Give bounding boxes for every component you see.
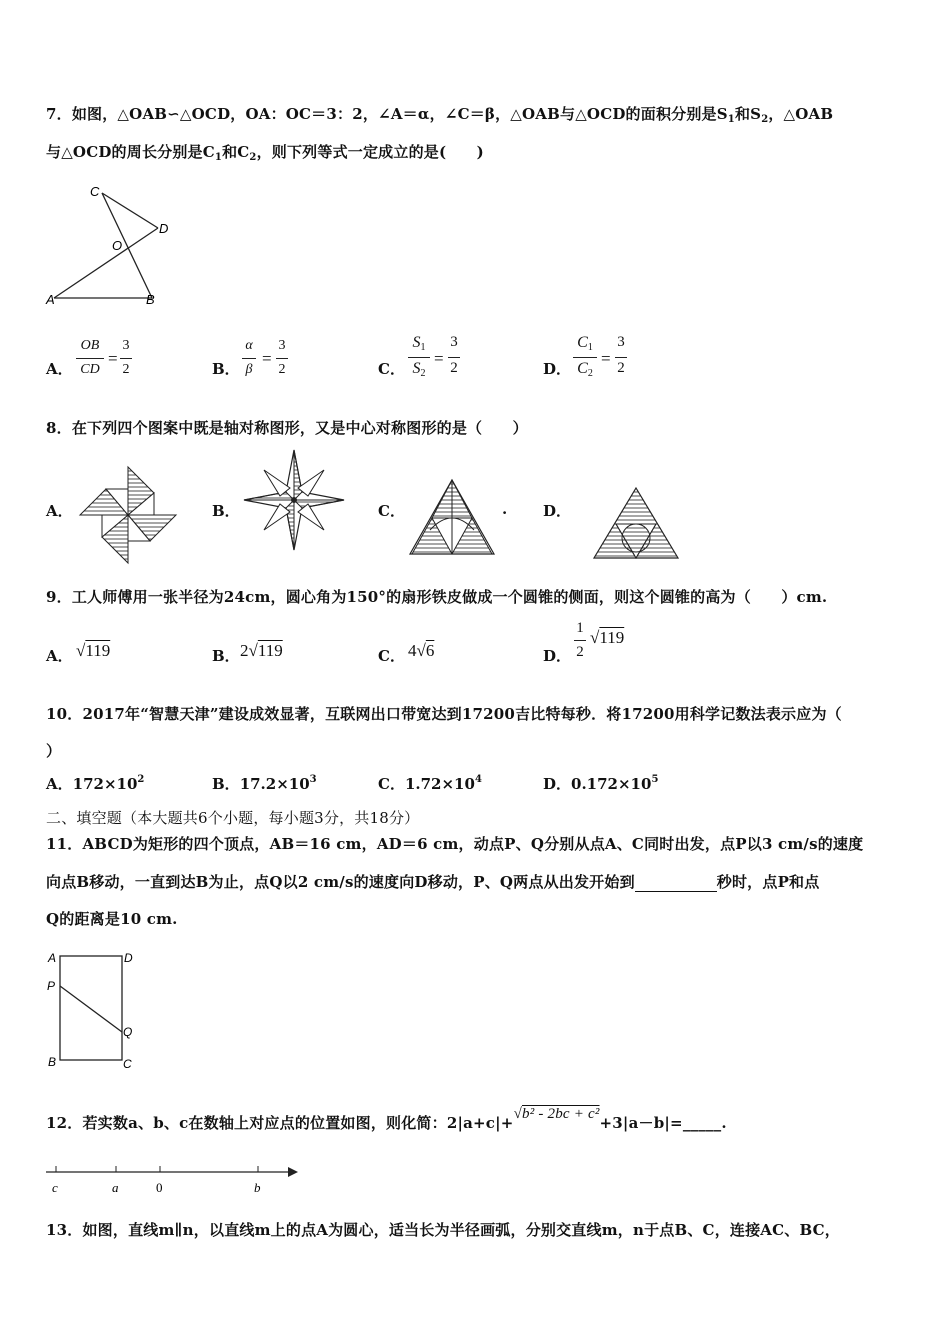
q8-figure-b-star — [240, 448, 348, 554]
q11-answer-blank[interactable] — [635, 873, 717, 892]
q7-label-D: D — [159, 221, 169, 236]
q8-dot: . — [502, 500, 508, 518]
q7-label-O: O — [112, 238, 123, 253]
q8-option-c-letter[interactable]: C． — [378, 502, 405, 520]
q7-option-d-frac: $C_1$ $C_2$ — [573, 334, 597, 382]
q7-label-A: A — [46, 292, 55, 307]
q9-option-a-letter[interactable]: A． — [46, 647, 73, 665]
q10-option-d[interactable]: D．$0.172\times 10^5$ — [543, 774, 659, 793]
q8-option-b-letter[interactable]: B． — [212, 502, 240, 520]
q10-option-c[interactable]: C．$1.72\times 10^4$ — [378, 774, 482, 793]
q8-stem: 8．在下列四个图案中既是轴对称图形，又是中心对称图形的是（ ） — [46, 419, 528, 437]
q7-option-a-ratio: 3 2 — [120, 338, 132, 382]
q9-option-d-frac: 1 2 — [574, 620, 586, 664]
q7-stem-line2: 与△OCD的周长分别是$C_1$和$C_2$，则下列等式一定成立的是( ) — [46, 143, 484, 163]
q9-option-a-value: √119 — [76, 641, 111, 660]
q7-option-b-frac: α β — [242, 338, 256, 382]
q7-option-d-eq: = — [601, 349, 611, 368]
q11-stem-line1: 11．ABCD为矩形的四个顶点，AB＝16 cm，AD＝6 cm，动点P、Q分别从点A、C同时出发，点P以3 cm/s的速度 — [46, 835, 864, 853]
q11-stem-line3: Q的距离是10 cm. — [46, 910, 178, 928]
q10-option-a[interactable]: A．$172\times 10^2$ — [46, 774, 145, 793]
q7-option-a-letter[interactable]: A． — [46, 360, 73, 378]
q7-option-c-ratio: 3 2 — [448, 334, 460, 382]
q7-option-c-letter[interactable]: C． — [378, 360, 405, 378]
q11-label-A: A — [48, 951, 57, 965]
q11-stem-line2: 向点B移动，一直到达B为止，点Q以2 cm/s的速度向D移动，P、Q两点从出发开始到 秒时，点P和点 — [46, 873, 820, 891]
q12-axis-label-0: 0 — [156, 1180, 163, 1195]
q11-label-D: D — [124, 951, 133, 965]
q7-option-b-letter[interactable]: B． — [212, 360, 240, 378]
q11-figure — [44, 946, 144, 1072]
q12-radical: b² - 2bc + c² — [522, 1106, 600, 1122]
q12-stem: 12．若实数a、b、c在数轴上对应点的位置如图，则化简：2|a+c|+√b² - 2bc + c²+3|a－b|=_____. — [46, 1106, 727, 1132]
q8-figure-a-pinwheel — [78, 465, 178, 565]
q7-option-d-letter[interactable]: D． — [543, 360, 572, 378]
q9-stem: 9．工人师傅用一张半径为24cm，圆心角为150°的扇形铁皮做成一个圆锥的侧面，则这个圆锥的高为（ ）cm. — [46, 588, 828, 606]
q13-stem: 13．如图，直线m∥n，以直线m上的点A为圆心，适当长为半径画弧，分别交直线m，n于点B、C，连接AC、BC， — [46, 1221, 840, 1239]
q12-number-line — [44, 1162, 300, 1198]
q9-option-c-value: 4√6 — [408, 641, 435, 660]
q12-axis-label-c: c — [52, 1180, 58, 1195]
q8-figure-c-triangle — [408, 478, 496, 556]
q9-option-b-letter[interactable]: B． — [212, 647, 240, 665]
section2-title: 二、填空题（本大题共6个小题，每小题3分，共18分） — [46, 809, 420, 827]
q10-option-b[interactable]: B．$17.2\times 10^3$ — [212, 774, 317, 793]
q7-option-a-eq: = — [108, 349, 118, 368]
q9-option-b-value: 2√119 — [240, 641, 283, 660]
q7-option-c-frac: $S_1$ $S_2$ — [408, 334, 430, 382]
q12-axis-label-a: a — [112, 1180, 119, 1195]
q8-option-d-letter[interactable]: D． — [543, 502, 572, 520]
q7-option-d-ratio: 3 2 — [615, 334, 627, 382]
q12-answer-blank[interactable]: _____ — [682, 1114, 722, 1132]
q7-option-a-frac: OB CD — [76, 338, 104, 382]
q9-option-d-letter[interactable]: D． — [543, 647, 572, 665]
q7-stem-line1: 7．如图，△OAB∽△OCD，OA：OC＝3：2，∠A＝α，∠C＝β，△OAB与△OCD的面积分别是$S_1$和$S_2$，△OAB — [46, 105, 834, 125]
q7-option-b-ratio: 3 2 — [276, 338, 288, 382]
q7-figure — [40, 180, 190, 310]
q9-option-c-letter[interactable]: C． — [378, 647, 405, 665]
q7-option-c-eq: = — [434, 349, 444, 368]
q8-figure-d-triangle — [592, 486, 680, 560]
q7-label-C: C — [90, 184, 100, 199]
q7-label-B: B — [146, 292, 155, 307]
q9-option-d-value: √119 — [590, 628, 625, 647]
q10-stem-line1: 10．2017年“智慧天津”建设成效显著，互联网出口带宽达到17200吉比特每秒．将17200用科学记数法表示应为（ — [46, 705, 842, 723]
q11-label-C: C — [123, 1057, 132, 1071]
q11-label-B: B — [48, 1055, 57, 1069]
q10-stem-line2: ） — [46, 742, 62, 760]
q12-axis-label-b: b — [254, 1180, 261, 1195]
q7-option-b-eq: = — [262, 349, 272, 368]
q11-label-P: P — [47, 979, 56, 993]
q8-option-a-letter[interactable]: A． — [46, 502, 73, 520]
q11-label-Q: Q — [123, 1025, 133, 1039]
